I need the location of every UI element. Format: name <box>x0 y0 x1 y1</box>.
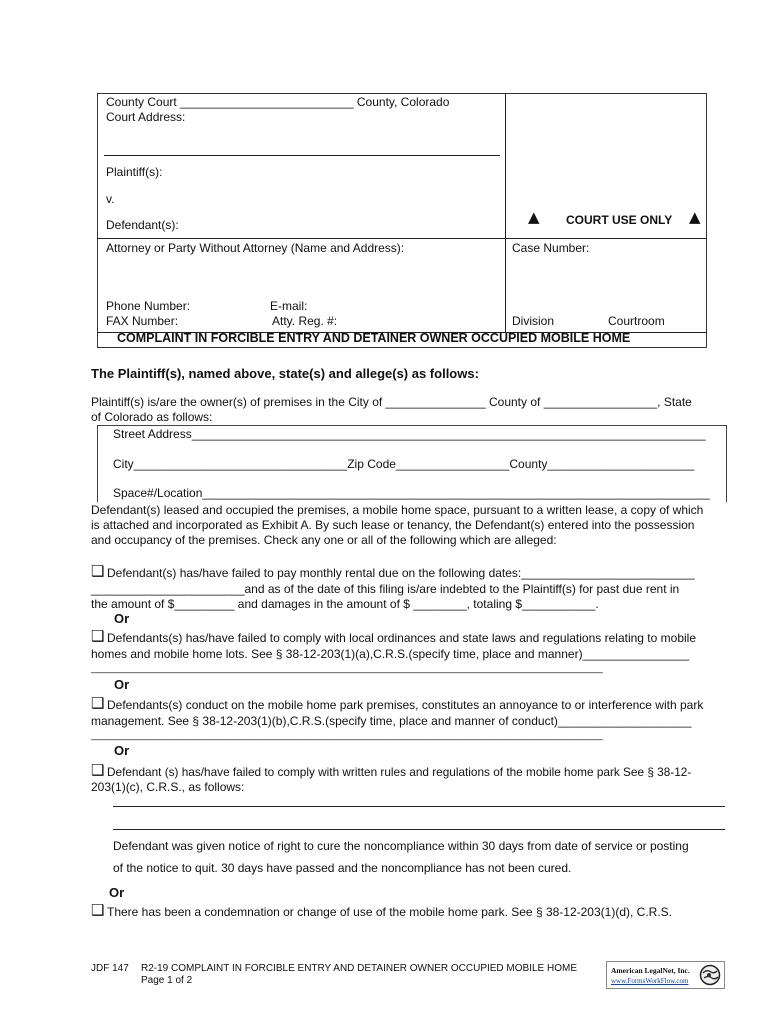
case-number-label: Case Number: <box>512 241 590 255</box>
courtroom-label: Courtroom <box>608 314 665 328</box>
space-location-field[interactable]: Space#/Location____________________________________________________________________________ <box>113 486 710 500</box>
up-triangle-left-icon: ▲ <box>528 208 540 226</box>
publisher-badge[interactable] <box>606 961 725 989</box>
plaintiffs-label: Plaintiff(s): <box>106 165 163 179</box>
caption-horizontal-divider <box>97 238 707 239</box>
court-address-label: Court Address: <box>106 110 186 124</box>
fax-label: FAX Number: <box>106 314 179 328</box>
checkbox-annoyance[interactable]: ❑ <box>91 694 105 712</box>
opt2-line-2: homes and mobile home lots. See § 38-12-203(1)(a),C.R.S.(specify time, place and manner)________________ <box>91 647 690 661</box>
opt3-line-1: Defendants(s) conduct on the mobile home park premises, constitutes an annoyance to or interference with park <box>107 698 704 712</box>
cure-line-2: of the notice to quit. 30 days have passed and the noncompliance has not been cured. <box>113 861 572 875</box>
caption-vertical-divider <box>505 93 506 333</box>
publisher-website[interactable]: www.FormsWorkFlow.com <box>611 977 689 985</box>
division-label: Division <box>512 314 555 328</box>
county-court-label: County Court __________________________ County, Colorado <box>106 95 450 109</box>
footer-page-number: Page 1 of 2 <box>141 975 193 986</box>
lease-line-2: is attached and incorporated as Exhibit A. By such lease or tenancy, the Defendant(s) entered into the possession <box>91 518 695 532</box>
opt2-line-3[interactable]: ____________________________________________________________________________________________ <box>91 663 603 674</box>
opt2-line-1: Defendants(s) has/have failed to comply with local ordinances and state laws and regulations relating to mobile <box>107 631 696 645</box>
checkbox-condemnation[interactable]: ❑ <box>91 901 105 919</box>
rules-answer-line-1[interactable] <box>113 806 725 807</box>
opt1-line-2: _______________________and as of the date of this filing is/are indebted to the Plaintiff(s) for past due rent in <box>91 582 680 596</box>
opt1-line-3: the amount of $_________ and damages in the amount of $ ________, totaling $___________. <box>91 597 599 611</box>
opt3-line-3[interactable]: ____________________________________________________________________________________________ <box>91 730 603 741</box>
street-address-field[interactable]: Street Address_____________________________________________________________________________ <box>113 427 706 441</box>
form-title: COMPLAINT IN FORCIBLE ENTRY AND DETAINER OWNER OCCUPIED MOBILE HOME <box>117 331 631 345</box>
opt4-line-2: 203(1)(c), C.R.S., as follows: <box>91 780 245 794</box>
phone-label: Phone Number: <box>106 299 191 313</box>
publisher-name: American LegalNet, Inc. <box>611 966 690 975</box>
checkbox-park-rules[interactable]: ❑ <box>91 761 105 779</box>
versus-label: v. <box>106 192 115 206</box>
court-use-only-label: COURT USE ONLY <box>566 213 673 227</box>
checkbox-unpaid-rent[interactable]: ❑ <box>91 562 105 580</box>
owner-line-1: Plaintiff(s) is/are the owner(s) of premises in the City of _______________ County of _________________, State <box>91 395 692 409</box>
opt1-line-1: Defendant(s) has/have failed to pay monthly rental due on the following dates:__________________________ <box>107 566 695 580</box>
globe-logo-icon <box>699 964 721 986</box>
footer-form-id: JDF 147 <box>91 963 129 974</box>
or-label-3: Or <box>114 743 130 758</box>
opt5-line: There has been a condemnation or change of use of the mobile home park. See § 38-12-203(1)(d), C.R.S. <box>107 905 672 919</box>
city-zip-county-field[interactable]: City________________________________Zip Code_________________County______________________ <box>113 457 695 471</box>
opt3-line-2: management. See § 38-12-203(1)(b),C.R.S.(specify time, place and manner of conduct)____________________ <box>91 714 692 728</box>
rules-answer-line-2[interactable] <box>113 829 725 830</box>
intro-heading: The Plaintiff(s), named above, state(s) and allege(s) as follows: <box>91 366 479 381</box>
up-triangle-right-icon: ▲ <box>689 208 701 226</box>
or-label-4: Or <box>109 885 125 900</box>
attorney-label: Attorney or Party Without Attorney (Name and Address): <box>106 241 405 255</box>
owner-line-2: of Colorado as follows: <box>91 410 213 424</box>
checkbox-ordinances[interactable]: ❑ <box>91 627 105 645</box>
or-label-1: Or <box>114 611 130 626</box>
opt4-line-1: Defendant (s) has/have failed to comply with written rules and regulations of the mobile home park See § 38-12- <box>107 765 692 779</box>
email-label: E-mail: <box>270 299 308 313</box>
footer-revision-title: R2-19 COMPLAINT IN FORCIBLE ENTRY AND DETAINER OWNER OCCUPIED MOBILE HOME <box>141 963 578 974</box>
defendants-label: Defendant(s): <box>106 218 179 232</box>
lease-line-3: and occupancy of the premises. Check any one or all of the following which are alleged: <box>91 533 557 547</box>
lease-line-1: Defendant(s) leased and occupied the premises, a mobile home space, pursuant to a written lease, a copy of which <box>91 503 704 517</box>
atty-reg-label: Atty. Reg. #: <box>272 314 338 328</box>
or-label-2: Or <box>114 677 130 692</box>
cure-line-1: Defendant was given notice of right to cure the noncompliance within 30 days from date of service or posting <box>113 839 689 853</box>
court-address-underline <box>104 155 500 156</box>
